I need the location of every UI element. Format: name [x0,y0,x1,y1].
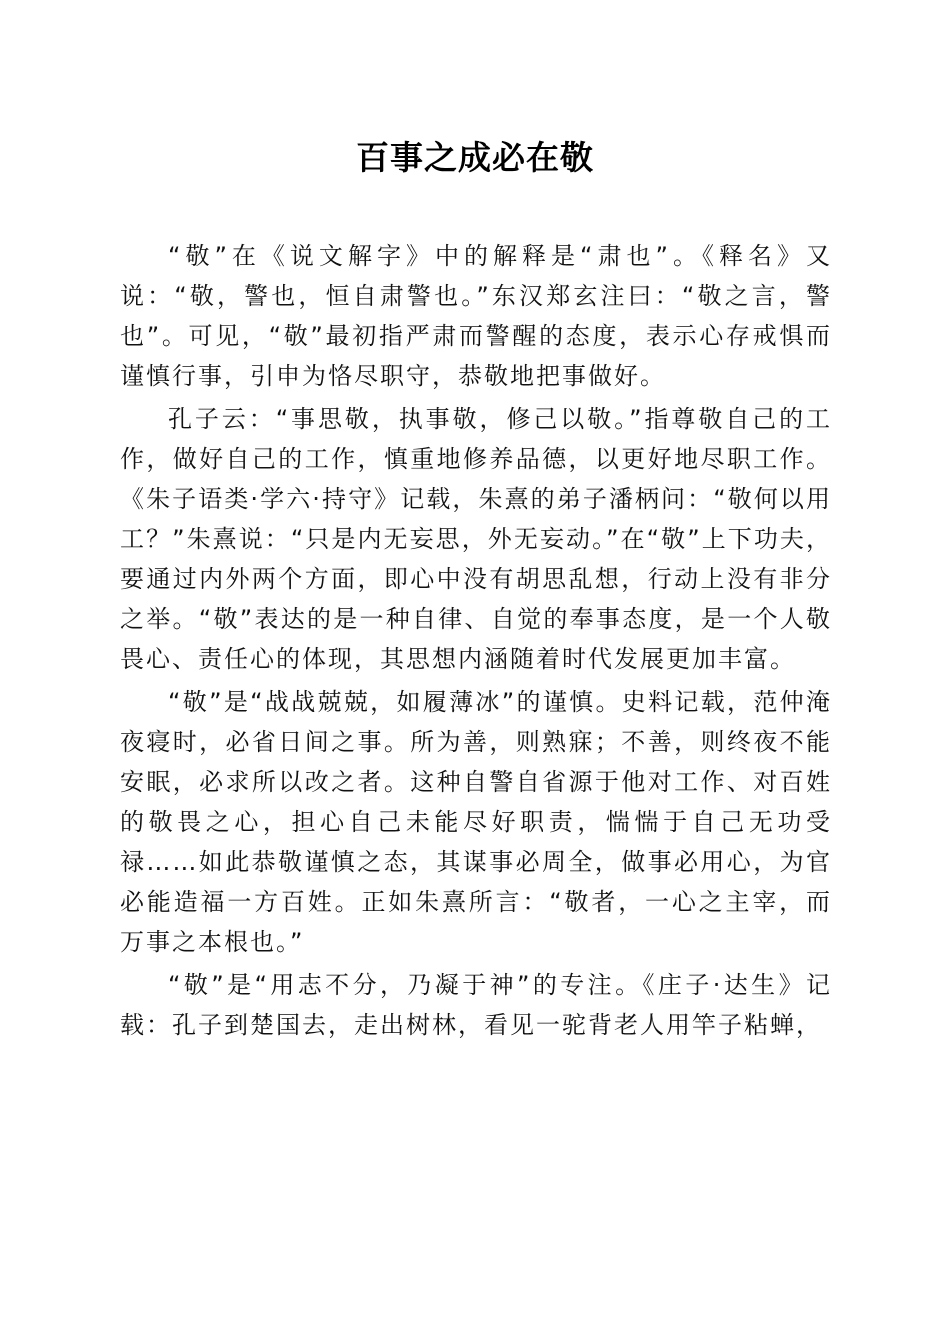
paragraph-2: 孔子云：“事思敬，执事敬，修己以敬。”指尊敬自己的工作，做好自己的工作，慎重地修养品德，以更好地尽职工作。《朱子语类·学六·持守》记载，朱熹的弟子潘柄问：“敬何以用工？”朱熹说：“只是内无妄思，外无妄动。”在“敬”上下功夫，要通过内外两个方面，即心中没有胡思乱想，行动上没有非分之举。“敬”表达的是一种自律、自觉的奉事态度，是一个人敬畏心、责任心的体现，其思想内涵随着时代发展更加丰富。 [120,405,832,673]
paragraph-1: “敬”在《说文解字》中的解释是“肃也”。《释名》又说：“敬，警也，恒自肃警也。”东汉郑玄注曰：“敬之言，警也”。可见，“敬”最初指严肃而警醒的态度，表示心存戒惧而谨慎行事，引申为恪尽职守，恭敬地把事做好。 [120,242,832,390]
page-title: 百事之成必在敬 [356,138,594,177]
paragraph-3: “敬”是“战战兢兢，如履薄冰”的谨慎。史料记载，范仲淹夜寝时，必省日间之事。所为善，则熟寐；不善，则终夜不能安眠，必求所以改之者。这种自警自省源于他对工作、对百姓的敬畏之心，担心自己未能尽好职责，惴惴于自己无功受禄……如此恭敬谨慎之态，其谋事必周全，做事必用心，为官必能造福一方百姓。正如朱熹所言：“敬者，一心之主宰，而万事之本根也。” [120,688,832,956]
document-body [120,236,832,1048]
paragraph-4: “敬”是“用志不分，乃凝于神”的专注。《庄子·达生》记载：孔子到楚国去，走出树林，看见一驼背老人用竿子粘蝉， [120,971,832,1039]
